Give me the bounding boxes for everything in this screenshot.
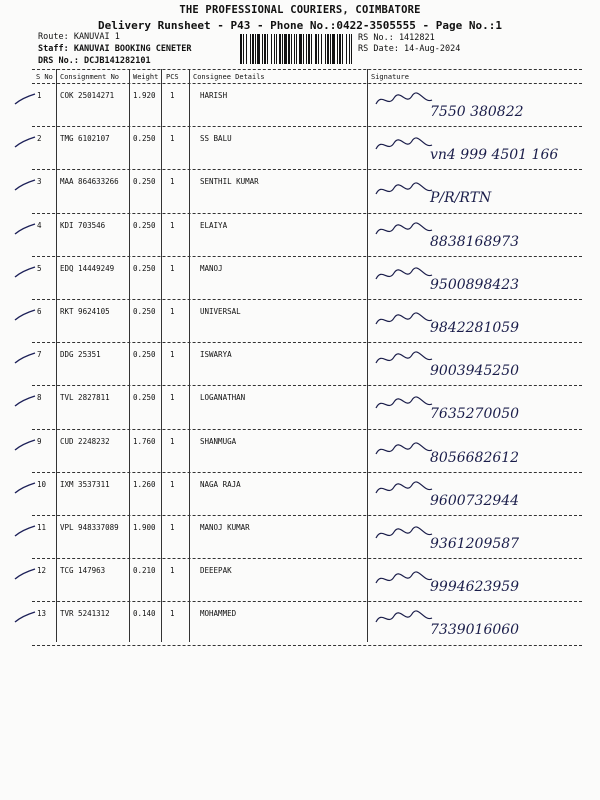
check-mark-icon <box>14 481 36 495</box>
row-pcs: 1 <box>170 134 175 144</box>
barcode-bar <box>274 34 275 64</box>
barcode-bar <box>267 34 268 64</box>
barcode-image <box>240 34 353 64</box>
barcode-bar <box>311 34 312 64</box>
col-sno-header: S No <box>36 73 53 81</box>
row-pcs: 1 <box>170 436 175 446</box>
row-consignment-no: COK 25014271 <box>60 91 115 100</box>
rs-number: RS No.: 1412821 <box>358 33 435 43</box>
row-consignee: MOHAMMED <box>200 609 237 619</box>
row-weight: 1.900 <box>133 523 156 532</box>
signature-phone-note: 9361209587 <box>430 536 520 552</box>
signature-phone-note: 9600732944 <box>430 492 520 509</box>
barcode-bar <box>351 34 352 64</box>
route-label: Route: KANUVAI 1 <box>38 32 120 42</box>
barcode-bar <box>332 34 335 64</box>
col-pcs-header: PCS <box>166 73 179 81</box>
row-pcs: 1 <box>170 523 175 532</box>
signature-phone-note: 7339016060 <box>430 622 520 639</box>
barcode-bar <box>284 34 287 64</box>
row-consignee: MANOJ KUMAR <box>200 523 250 532</box>
row-consignee: UNIVERSAL <box>200 307 241 316</box>
barcode-bar <box>271 34 272 64</box>
row-separator <box>32 256 582 257</box>
row-weight: 0.250 <box>133 393 156 403</box>
row-pcs: 1 <box>170 220 175 230</box>
row-consignment-no: EDQ 14449249 <box>60 263 115 273</box>
handwritten-signature <box>372 432 582 472</box>
check-mark-icon <box>14 92 36 106</box>
row-consignee: DEEEPAK <box>200 566 232 576</box>
row-sno: 9 <box>37 436 42 446</box>
handwritten-signature <box>372 172 582 212</box>
barcode-bar <box>342 34 343 64</box>
barcode-bar <box>252 34 254 64</box>
row-consignment-no: VPL 948337089 <box>60 523 119 532</box>
check-mark-icon <box>14 438 36 452</box>
row-weight: 1.920 <box>133 91 156 100</box>
barcode-bar <box>276 34 277 64</box>
row-weight: 0.250 <box>133 134 156 144</box>
row-consignee: NAGA RAJA <box>200 479 241 489</box>
col-divider <box>129 69 130 642</box>
barcode-bar <box>325 34 326 64</box>
barcode-bar <box>296 34 297 64</box>
row-pcs: 1 <box>170 393 175 403</box>
row-separator <box>32 342 582 343</box>
handwritten-signature <box>372 86 582 126</box>
handwritten-signature <box>372 216 582 256</box>
barcode-bar <box>330 34 331 64</box>
barcode-bar <box>318 34 319 64</box>
row-weight: 0.140 <box>133 609 156 619</box>
company-title: THE PROFESSIONAL COURIERS, COIMBATORE <box>179 4 421 16</box>
row-weight: 0.250 <box>133 177 156 187</box>
barcode-bar <box>246 34 247 64</box>
barcode-bar <box>279 34 281 64</box>
barcode-bar <box>346 34 347 64</box>
barcode-bar <box>288 34 290 64</box>
check-mark-icon <box>14 567 36 581</box>
handwritten-signature <box>372 388 582 428</box>
row-sno: 12 <box>37 566 47 576</box>
row-consignment-no: KDI 703546 <box>60 220 106 230</box>
barcode-bar <box>321 34 322 64</box>
barcode-bar <box>306 34 307 64</box>
row-sno: 3 <box>37 177 42 187</box>
barcode-bar <box>240 34 242 64</box>
signature-phone-note: 9500898423 <box>430 276 520 293</box>
handwritten-signature <box>372 604 582 644</box>
check-mark-icon <box>14 524 36 538</box>
header-top-rule <box>32 69 582 70</box>
row-separator <box>32 472 582 473</box>
row-separator <box>32 429 582 430</box>
signature-phone-note: 7635270050 <box>430 406 520 423</box>
row-pcs: 1 <box>170 350 175 360</box>
row-consignment-no: TVL 2827811 <box>60 393 110 403</box>
row-pcs: 1 <box>170 91 175 100</box>
row-sno: 8 <box>37 393 42 403</box>
row-consignee: MANOJ <box>200 263 223 273</box>
row-weight: 0.250 <box>133 307 156 316</box>
row-separator <box>32 213 582 214</box>
col-divider <box>189 69 190 642</box>
signature-phone-note: 9842281059 <box>430 320 520 336</box>
row-sno: 13 <box>37 609 47 619</box>
check-mark-icon <box>14 308 36 322</box>
signature-phone-note: vn4 999 4501 166 <box>430 147 559 164</box>
row-sno: 7 <box>37 350 42 360</box>
signature-phone-note: 9994623959 <box>430 579 520 596</box>
row-separator <box>32 601 582 602</box>
col-divider <box>161 69 162 642</box>
row-consignment-no: MAA 864633266 <box>60 177 119 187</box>
barcode-bar <box>308 34 310 64</box>
check-mark-icon <box>14 178 36 192</box>
check-mark-icon <box>14 222 36 236</box>
barcode-bar <box>257 34 260 64</box>
signature-phone-note: 9003945250 <box>430 363 520 380</box>
row-sno: 4 <box>37 220 42 230</box>
handwritten-signature <box>372 475 582 515</box>
row-consignee: ELAIYA <box>200 220 228 230</box>
col-consignment-header: Consignment No <box>60 73 120 81</box>
row-separator <box>32 126 582 127</box>
row-consignment-no: TMG 6102107 <box>60 134 110 144</box>
row-consignment-no: RKT 9624105 <box>60 307 110 316</box>
col-divider <box>367 69 368 642</box>
staff-label: Staff: KANUVAI BOOKING CENETER <box>38 44 192 54</box>
check-mark-icon <box>14 265 36 279</box>
handwritten-signature <box>372 345 582 385</box>
row-pcs: 1 <box>170 479 175 489</box>
barcode-bar <box>294 34 295 64</box>
row-consignee: SHANMUGA <box>200 436 237 446</box>
barcode-bar <box>282 34 283 64</box>
row-separator <box>32 515 582 516</box>
row-separator <box>32 299 582 300</box>
row-consignment-no: TCG 147963 <box>60 566 106 576</box>
row-pcs: 1 <box>170 566 175 576</box>
row-weight: 0.250 <box>133 350 156 360</box>
row-separator <box>32 645 582 646</box>
handwritten-signature <box>372 518 582 558</box>
row-sno: 1 <box>37 91 42 100</box>
barcode-bar <box>337 34 338 64</box>
row-sno: 11 <box>37 523 47 532</box>
check-mark-icon <box>14 610 36 624</box>
row-weight: 1.260 <box>133 479 156 489</box>
row-consignment-no: DDG 25351 <box>60 350 101 360</box>
row-separator <box>32 169 582 170</box>
barcode-bar <box>349 34 350 64</box>
signature-phone-note: 8056682612 <box>430 449 520 466</box>
handwritten-signature <box>372 561 582 601</box>
row-separator <box>32 558 582 559</box>
barcode-bar <box>299 34 302 64</box>
barcode-bar <box>255 34 256 64</box>
signature-phone-note: 8838168973 <box>430 233 520 250</box>
barcode-bar <box>264 34 266 64</box>
row-pcs: 1 <box>170 307 175 316</box>
signature-phone-note: P/R/RTN <box>430 190 492 207</box>
row-consignee: SS BALU <box>200 134 232 144</box>
row-consignment-no: TVR 5241312 <box>60 609 110 619</box>
row-pcs: 1 <box>170 263 175 273</box>
runsheet-subtitle: Delivery Runsheet - P43 - Phone No.:0422-3505555 - Page No.:1 <box>98 19 502 32</box>
row-pcs: 1 <box>170 177 175 187</box>
check-mark-icon <box>14 394 36 408</box>
barcode-bar <box>262 34 263 64</box>
check-mark-icon <box>14 351 36 365</box>
row-consignee: ISWARYA <box>200 350 232 360</box>
barcode-bar <box>327 34 329 64</box>
barcode-bar <box>291 34 292 64</box>
signature-phone-note: 7550 380822 <box>430 104 524 120</box>
row-weight: 0.210 <box>133 566 156 576</box>
handwritten-signature <box>372 259 582 299</box>
handwritten-signature <box>372 302 582 342</box>
row-consignment-no: IXM 3537311 <box>60 479 110 489</box>
rs-date: RS Date: 14-Aug-2024 <box>358 44 461 54</box>
row-separator <box>32 385 582 386</box>
row-pcs: 1 <box>170 609 175 619</box>
barcode-bar <box>303 34 304 64</box>
col-consignee-header: Consignee Details <box>193 73 265 81</box>
row-weight: 1.760 <box>133 436 156 446</box>
col-divider <box>56 69 57 642</box>
row-sno: 2 <box>37 134 42 144</box>
row-consignee: SENTHIL KUMAR <box>200 177 259 187</box>
header-bottom-rule <box>32 83 582 84</box>
col-signature-header: Signature <box>371 73 409 81</box>
drs-number: DRS No.: DCJB141282101 <box>38 56 151 66</box>
row-sno: 10 <box>37 479 47 489</box>
row-sno: 6 <box>37 307 42 316</box>
barcode-bar <box>250 34 251 64</box>
check-mark-icon <box>14 135 36 149</box>
row-consignee: HARISH <box>200 91 228 100</box>
barcode-bar <box>315 34 317 64</box>
row-consignment-no: CUD 2248232 <box>60 436 110 446</box>
row-consignee: LOGANATHAN <box>200 393 246 403</box>
row-sno: 5 <box>37 263 42 273</box>
barcode-bar <box>243 34 244 64</box>
col-weight-header: Weight <box>133 73 159 81</box>
barcode-bar <box>339 34 341 64</box>
row-weight: 0.250 <box>133 263 156 273</box>
row-weight: 0.250 <box>133 220 156 230</box>
handwritten-signature <box>372 129 582 169</box>
